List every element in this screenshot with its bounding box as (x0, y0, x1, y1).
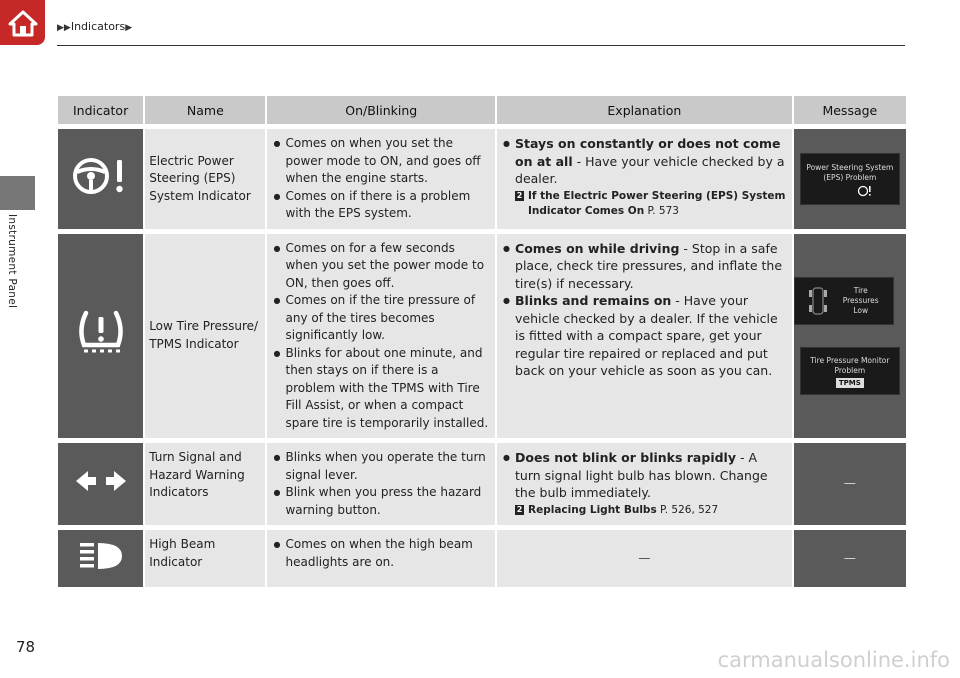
tire-pressure-icon (76, 307, 126, 359)
name-cell (145, 234, 267, 439)
message-display-image (794, 277, 894, 325)
indicator-name: Low Tire Pressure/ TPMS Indicator (149, 319, 259, 351)
breadcrumb-end-arrow: ▶ (125, 23, 133, 33)
list-item (503, 135, 786, 188)
page-number: 78 (16, 638, 36, 656)
message-line: Power Steering System (806, 162, 894, 172)
list-item (503, 292, 786, 380)
watermark: carmanualsonline.info (717, 648, 950, 672)
col-on-blinking: On/Blinking (267, 96, 497, 124)
breadcrumb-label[interactable]: Indicators (70, 20, 126, 33)
high-beam-icon (74, 539, 128, 573)
list-item (503, 449, 786, 502)
col-message: Message (794, 96, 906, 124)
reference-title[interactable]: If the Electric Power Steering (EPS) System Indicator Comes On (528, 189, 786, 217)
home-button[interactable] (0, 0, 45, 45)
reference-title[interactable]: Replacing Light Bulbs (528, 503, 657, 516)
col-explanation: Explanation (497, 96, 794, 124)
explanation-bold: Comes on while driving (515, 240, 680, 256)
explanation-cell (497, 129, 794, 229)
explanation-cell (497, 234, 794, 439)
message-cell (794, 234, 906, 439)
on-blinking-cell (267, 129, 497, 229)
name-cell (145, 530, 267, 587)
on-blinking-cell (267, 443, 497, 525)
explanation-cell (497, 530, 794, 587)
tpms-badge: TPMS (836, 378, 864, 388)
explanation-bold: Blinks and remains on (515, 293, 672, 308)
page-reference-link[interactable] (503, 189, 786, 219)
table-row (58, 443, 906, 525)
list-item: ● Comes on if the tire pressure of any of the tires becomes significantly low. (273, 292, 489, 345)
indicator-cell (58, 530, 145, 587)
turn-signal-arrows-icon (74, 468, 128, 494)
on-blinking-cell (267, 234, 497, 439)
list-item: ● Comes on when the high beam headlights are on. (273, 536, 489, 571)
reference-page[interactable]: P. 526, 527 (656, 503, 719, 516)
empty-dash: — (638, 550, 651, 565)
steering-warning-mini-icon (857, 185, 873, 197)
table-row (58, 234, 906, 439)
list-item: ● Blinks when you operate the turn signal lever. (273, 449, 489, 484)
explanation-text: - Have your vehicle checked by a dealer. If the vehicle is fitted with a compact spare, get your regular tire repaired or replaced and put back on your vehicle as soon as you can. (515, 293, 778, 378)
message-cell (794, 129, 906, 229)
list-item: ● Blinks for about one minute, and then stays on if there is a problem with the TPMS with Tire Fill Assist, or when a compact spare tire is temporarily installed. (273, 345, 489, 433)
list-item (503, 240, 786, 293)
explanation-cell (497, 443, 794, 525)
message-line: Tire (853, 285, 868, 295)
indicator-cell (58, 234, 145, 439)
section-tab[interactable] (0, 176, 35, 210)
indicator-cell (58, 443, 145, 525)
message-line: Problem (834, 365, 866, 375)
message-line: (EPS) Problem (823, 172, 877, 182)
explanation-text: - Stop in a safe place, check tire pressures, and inflate the tire(s) if necessary. (515, 240, 783, 291)
table-row (58, 530, 906, 587)
indicator-name: High Beam Indicator (149, 537, 216, 569)
page-reference-link[interactable] (503, 503, 786, 518)
message-line: Tire Pressure Monitor (810, 355, 890, 365)
reference-page[interactable]: P. 573 (644, 204, 679, 217)
explanation-text: - Have your vehicle checked by a dealer. (515, 153, 785, 186)
list-item: ● Comes on when you set the power mode to ON, and goes off when the engine starts. (273, 135, 489, 188)
indicator-table (58, 91, 906, 592)
indicator-name: Turn Signal and Hazard Warning Indicators (149, 450, 245, 499)
breadcrumb-arrows: ▶▶ (57, 23, 71, 33)
reference-arrow-icon: 2 (516, 190, 523, 200)
explanation-bold: Does not blink or blinks rapidly (515, 450, 736, 465)
indicator-cell (58, 129, 145, 229)
reference-arrow-icon: 2 (516, 504, 523, 514)
message-line: Low (853, 305, 869, 315)
message-display-image (800, 153, 900, 205)
on-blinking-cell (267, 530, 497, 587)
message-cell (794, 443, 906, 525)
explanation-text: - A turn signal light bulb has blown. Change the bulb immediately. (515, 450, 768, 500)
list-item: ● Comes on for a few seconds when you set the power mode to ON, then goes off. (273, 240, 489, 293)
col-name: Name (145, 96, 267, 124)
home-icon (8, 9, 38, 37)
table-row (58, 129, 906, 229)
header-rule (57, 45, 905, 46)
list-item: ● Comes on if there is a problem with the EPS system. (273, 188, 489, 223)
empty-dash: — (843, 550, 856, 565)
empty-dash: — (843, 476, 856, 491)
breadcrumb[interactable] (57, 20, 132, 33)
section-label: Instrument Panel (6, 214, 18, 309)
col-indicator: Indicator (58, 96, 145, 124)
name-cell (145, 129, 267, 229)
name-cell (145, 443, 267, 525)
message-cell (794, 530, 906, 587)
steering-wheel-warning-icon (71, 154, 131, 198)
message-display-image (800, 347, 900, 395)
car-tires-icon (809, 286, 827, 316)
indicator-name: Electric Power Steering (EPS) System Indicator (149, 153, 251, 203)
table-header-row (58, 96, 906, 124)
list-item: ● Blink when you press the hazard warning button. (273, 484, 489, 519)
explanation-bold: Stays on constantly or does not come on at all (515, 136, 781, 169)
message-line: Pressures (842, 295, 879, 305)
